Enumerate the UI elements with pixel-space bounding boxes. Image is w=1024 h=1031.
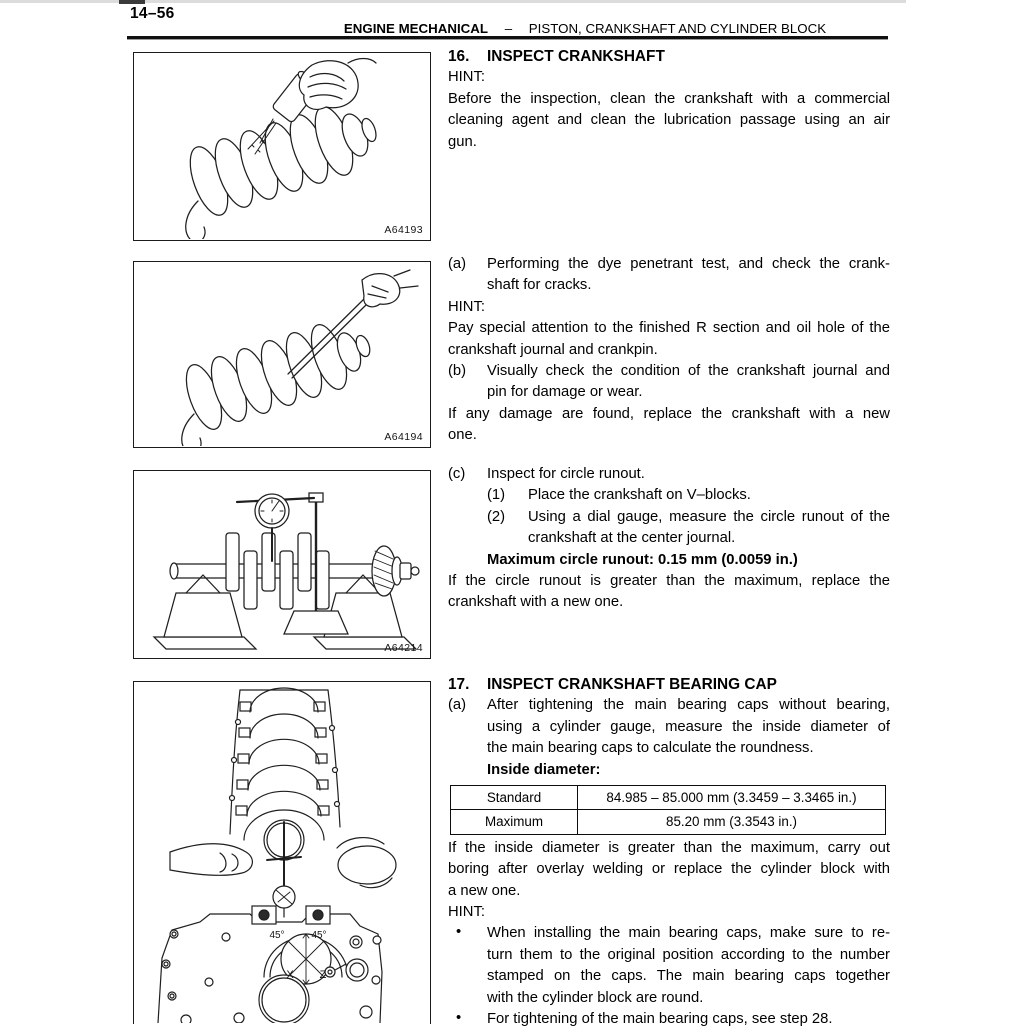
text-line: Visually check the condition of the crankshaft journal and: [487, 363, 890, 380]
numbered-substep: [448, 485, 890, 506]
figure-id-label: A64194: [384, 431, 423, 443]
paragraph: [448, 404, 890, 447]
text-line: crankshaft journal and crankpin.: [448, 341, 658, 358]
text-line: Performing the dye penetrant test, and check the crank-: [487, 256, 890, 272]
section-heading: [448, 46, 890, 67]
text-line: pin for damage or wear.: [487, 384, 643, 401]
step-text: [487, 464, 890, 485]
step-text: [487, 254, 890, 297]
page-number: 14–56: [130, 5, 175, 22]
spec-line: [487, 550, 890, 571]
figure-id-label: A64214: [384, 642, 423, 654]
text-line: turn them to the original position according to the number: [487, 946, 890, 963]
text-line: Using a dial gauge, measure the circle runout of the: [528, 508, 890, 525]
crankshaft-probe-illustration: [134, 262, 429, 446]
bullet-text: [487, 1009, 890, 1030]
spec-name-cell: Standard: [451, 786, 578, 810]
section-number: 17.: [448, 676, 470, 693]
lettered-step: [448, 361, 890, 404]
header-chapter-title: PISTON, CRANKSHAFT AND CYLINDER BLOCK: [528, 21, 827, 36]
text-line: boring after overlay welding or replace the cylinder block with: [448, 861, 890, 878]
text-line: When installing the main bearing caps, make sure to re-: [487, 925, 890, 942]
section-title: INSPECT CRANKSHAFT: [487, 48, 665, 65]
text-line: After tightening the main bearing caps without bearing,: [487, 697, 890, 714]
text-line: one.: [448, 427, 477, 444]
axis-x-annotation: X: [286, 969, 294, 981]
paragraph: [448, 571, 890, 614]
spec-table-row: [451, 786, 886, 810]
spec-name-cell: Maximum: [451, 810, 578, 834]
paragraph: [448, 297, 890, 318]
text-line: cleaning agent and clean the lubrication passage using an air: [448, 112, 890, 129]
text-line: a new one.: [448, 882, 521, 899]
section-17-text: [448, 674, 890, 1031]
text-line: HINT:: [448, 298, 485, 315]
text-line: HINT:: [448, 904, 485, 921]
text-line: using a cylinder gauge, measure the inside diameter of: [487, 718, 890, 735]
text-line: gun.: [448, 133, 477, 150]
text-line: crankshaft at the center journal.: [528, 530, 736, 547]
step-label: (2): [487, 508, 506, 525]
angle-right-annotation: 45°: [311, 930, 327, 941]
bullet-text: [487, 923, 890, 1009]
hint-bullet-item: [448, 1009, 890, 1030]
figure-bearing-cap-measurement: [133, 681, 431, 1024]
running-header: [150, 21, 1020, 36]
spec-table: [450, 785, 886, 835]
text-line: shaft for cracks.: [487, 277, 592, 294]
bearing-cap-illustration: [134, 682, 429, 1023]
header-rule: [127, 36, 888, 40]
text-line: For tightening of the main bearing caps, see step 28.: [487, 1011, 833, 1028]
text-line: crankshaft with a new one.: [448, 594, 624, 611]
lettered-step: [448, 464, 890, 485]
step-text: [528, 485, 890, 506]
text-line: Place the crankshaft on V–blocks.: [528, 487, 751, 504]
step-label: (b): [448, 363, 467, 380]
spec-table-row: [451, 810, 886, 834]
text-line: Inspect for circle runout.: [487, 466, 645, 482]
step-label: (c): [448, 466, 466, 482]
paragraph: [448, 89, 890, 153]
text-line: If any damage are found, replace the crankshaft with a new: [448, 405, 890, 422]
text-line: Pay special attention to the finished R section and oil hole of the: [448, 320, 890, 337]
lettered-step: [448, 254, 890, 297]
header-section-title: ENGINE MECHANICAL: [343, 21, 488, 36]
figure-crankshaft-probe: [133, 261, 431, 448]
figure-runout-measurement: [133, 470, 431, 659]
text-line: Inside diameter:: [487, 761, 601, 778]
step-label: (a): [448, 697, 467, 714]
paragraph: [448, 902, 890, 923]
text-line: HINT:: [448, 69, 485, 86]
crankshaft-spray-illustration: [134, 53, 429, 239]
runout-measurement-illustration: [134, 471, 429, 657]
lettered-step: [448, 695, 890, 759]
spec-value-cell: 84.985 – 85.000 mm (3.3459 – 3.3465 in.): [578, 786, 886, 810]
step-text: [528, 507, 890, 550]
paragraph: [448, 67, 890, 88]
section-16-steps-text: [448, 254, 890, 447]
text-line: Before the inspection, clean the crankshaft with a commercial: [448, 90, 890, 107]
scan-mark-artifact: [119, 0, 145, 4]
text-line: stamped on the caps. The main bearing caps together: [487, 968, 890, 985]
figure-crankshaft-spray: [133, 52, 431, 241]
step-text: [487, 361, 890, 404]
text-line: If the inside diameter is greater than the maximum, carry out: [448, 839, 890, 856]
angle-left-annotation: 45°: [269, 930, 285, 941]
text-line: with the cylinder block are round.: [487, 989, 704, 1006]
axis-z-annotation: Z: [319, 969, 327, 981]
section-number: 16.: [448, 48, 470, 65]
step-label: (1): [487, 487, 506, 504]
section-heading: [448, 674, 890, 695]
text-line: the main bearing caps to calculate the roundness.: [487, 740, 814, 757]
paragraph: [448, 318, 890, 361]
hint-bullet-item: [448, 923, 890, 1009]
spec-line: [487, 760, 890, 781]
section-title: INSPECT CRANKSHAFT BEARING CAP: [487, 676, 777, 693]
section-16c-text: [448, 464, 890, 614]
text-line: If the circle runout is greater than the maximum, replace the: [448, 573, 890, 590]
step-label: (a): [448, 256, 467, 272]
numbered-substep: [448, 507, 890, 550]
paragraph: [448, 838, 890, 902]
bullet-marker: •: [456, 924, 462, 941]
step-text: [487, 695, 890, 759]
spec-value-cell: 85.20 mm (3.3543 in.): [578, 810, 886, 834]
header-separator: –: [504, 21, 513, 36]
section-16-text: [448, 46, 890, 153]
bullet-marker: •: [456, 1010, 462, 1027]
figure-id-label: A64193: [384, 224, 423, 236]
text-line: Maximum circle runout: 0.15 mm (0.0059 in.): [487, 551, 798, 568]
